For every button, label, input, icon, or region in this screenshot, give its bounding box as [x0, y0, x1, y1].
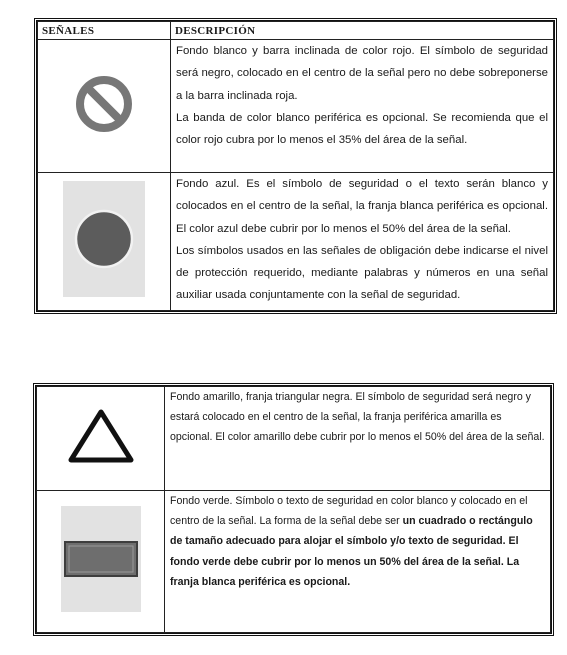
prohibition-sign-cell: [38, 40, 171, 173]
signals-table-bottom: [33, 383, 554, 636]
obligation-sign-cell: [38, 173, 171, 311]
description-text-bold: un cuadrado o rectángulo de tamaño adecuado para alojar el símbolo y/o texto de seguridad. El fondo verde debe cubrir por lo menos un 50% del área de la señal. La franja blanca periférica es opcional.: [170, 515, 533, 588]
description-paragraph: Los símbolos usados en las señales de obligación debe indicarse el nivel de protección requerido, mediante palabras y números en una señal auxiliar usada conjuntamente con la señal de seguridad.: [176, 244, 548, 302]
signals-table-top: [34, 18, 557, 314]
description-paragraph: Fondo blanco y barra inclinada de color rojo. El símbolo de seguridad será negro, colocado en el centro de la señal pero no debe sobreponerse a la barra inclinada roja.: [176, 45, 548, 102]
description-paragraph: La banda de color blanco periférica es opcional. Se recomienda que el color rojo cubra por lo menos el 35% del área de la señal.: [176, 111, 548, 147]
warning-triangle-icon: [66, 407, 136, 465]
safety-sign-icon: [61, 506, 141, 612]
prohibition-description: [171, 40, 554, 173]
safety-sign-cell: [37, 491, 165, 633]
signals-table: [37, 21, 554, 311]
header-descripcion: DESCRIPCIÓN: [171, 22, 554, 40]
description-text: Fondo verde. Símbolo o texto de seguridad en color blanco y colocado en el centro de la señal. La forma de la señal debe ser: [170, 495, 528, 528]
signals-table: [36, 386, 551, 633]
description-paragraph: Fondo azul. Es el símbolo de seguridad o el texto serán blanco y colocados en el centro de la señal, la franja blanca periférica es opcional. El color azul debe cubrir por lo menos el 50% del área de la señal.: [176, 178, 548, 235]
warning-description: [165, 387, 551, 491]
obligation-icon: [63, 181, 145, 297]
description-paragraph: Fondo amarillo, franja triangular negra. El símbolo de seguridad será negro y estará colocado en el centro de la señal, la franja periférica amarilla es opcional. El color amarillo debe cubrir por lo menos el 50% del área de la señal.: [170, 391, 545, 444]
header-senales: SEÑALES: [38, 22, 171, 40]
obligation-description: [171, 173, 554, 311]
warning-sign-cell: [37, 387, 165, 491]
safety-description: [165, 491, 551, 633]
prohibition-icon: [72, 72, 136, 136]
